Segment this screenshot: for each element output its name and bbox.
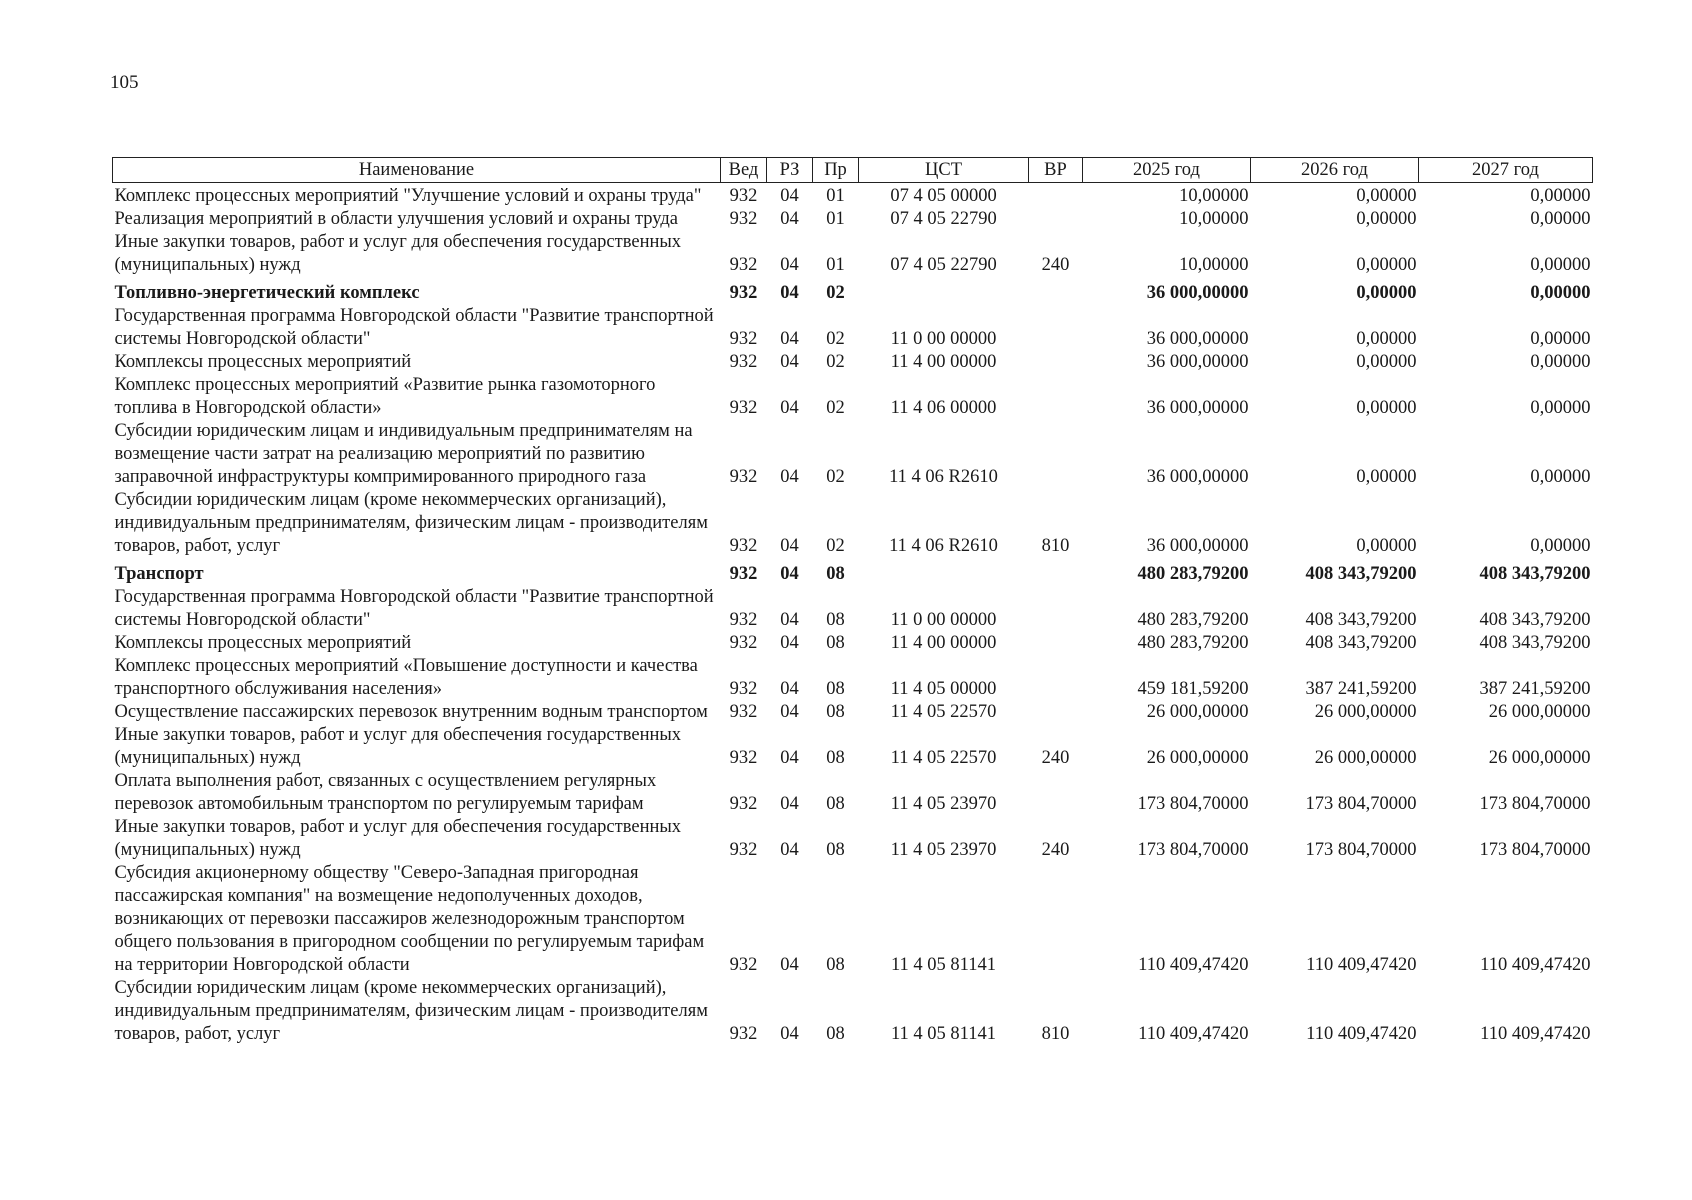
cell-2025: 36 000,00000 [1146,283,1249,303]
cell-vr [1029,862,1083,977]
cell-name: Комплекс процессных мероприятий «Развитие рынка газомоторного топлива в Новгородской области» [114,375,656,418]
cell-ved: 932 [729,955,758,975]
cell-name: Субсидия акционерному обществу "Северо-Западная пригородная пассажирская компания" на возмещение недополученных доходов, возникающих от перевозки пассажиров железнодорожным транспортом общего пользования в пригородном сообщении по регулируемым тарифам на территории Новгородской области [114,863,705,975]
cell-2025: 173 804,70000 [1137,840,1249,860]
cell-2025: 36 000,00000 [1146,329,1249,349]
header-2025: 2025 год [1083,158,1251,183]
header-cst: ЦСТ [859,158,1029,183]
cell-name: Оплата выполнения работ, связанных с осуществлением регулярных перевозок автомобильным транспортом по регулируемым тарифам [114,771,657,814]
cell-cst: 11 4 05 00000 [890,679,997,699]
cell-name: Реализация мероприятий в области улучшения условий и охраны труда [114,209,678,229]
cell-2027: 0,00000 [1530,283,1591,303]
table-row [113,420,1593,489]
cell-2025: 480 283,79200 [1137,564,1249,584]
cell-cst: 11 4 05 81141 [890,1024,996,1044]
cell-pr: 02 [826,467,845,487]
cell-vr [1029,655,1083,701]
cell-2026: 0,00000 [1356,186,1417,206]
cell-2027: 0,00000 [1530,398,1591,418]
cell-pr: 08 [826,679,845,699]
cell-vr: 810 [1041,536,1070,556]
cell-2025: 26 000,00000 [1146,748,1249,768]
cell-pr: 08 [826,748,845,768]
cell-cst: 07 4 05 00000 [890,186,997,206]
table-row [113,632,1593,655]
table-row [113,489,1593,558]
cell-2026: 0,00000 [1356,467,1417,487]
cell-pr: 01 [826,209,845,229]
cell-cst: 11 4 05 22570 [890,748,997,768]
header-ved: Вед [721,158,767,183]
table-row [113,208,1593,231]
cell-2027: 408 343,79200 [1479,633,1591,653]
cell-vr: 810 [1041,1024,1070,1044]
cell-pr: 08 [826,955,845,975]
cell-ved: 932 [729,840,758,860]
table-body [113,183,1593,1047]
cell-2025: 10,00000 [1179,209,1249,229]
cell-rz: 04 [780,467,799,487]
cell-2025: 480 283,79200 [1137,633,1249,653]
cell-2025: 10,00000 [1179,255,1249,275]
cell-cst: 11 4 06 R2610 [889,536,998,556]
cell-name: Субсидии юридическим лицам и индивидуальным предпринимателям на возмещение части затрат на реализацию мероприятий по развитию заправочной инфраструктуры компримированного природного газа [114,421,693,487]
header-2026: 2026 год [1251,158,1419,183]
cell-rz: 04 [780,610,799,630]
cell-name: Иные закупки товаров, работ и услуг для обеспечения государственных (муниципальных) нужд [114,232,682,275]
cell-vr: 240 [1041,748,1070,768]
cell-2025: 26 000,00000 [1146,702,1249,722]
cell-ved: 932 [729,467,758,487]
cell-2025: 110 409,47420 [1138,1024,1249,1044]
cell-rz: 04 [780,283,799,303]
cell-vr [1029,701,1083,724]
header-pr: Пр [813,158,859,183]
cell-name: Государственная программа Новгородской области "Развитие транспортной системы Новгородской области" [114,306,714,349]
cell-name: Иные закупки товаров, работ и услуг для обеспечения государственных (муниципальных) нужд [114,725,682,768]
cell-2026: 110 409,47420 [1306,1024,1417,1044]
cell-pr: 02 [826,283,845,303]
cell-pr: 02 [826,398,845,418]
cell-name: Государственная программа Новгородской области "Развитие транспортной системы Новгородской области" [114,587,714,630]
cell-ved: 932 [729,329,758,349]
header-2027: 2027 год [1419,158,1593,183]
cell-2026: 0,00000 [1356,283,1417,303]
cell-vr [1029,305,1083,351]
cell-2025: 36 000,00000 [1146,398,1249,418]
cell-rz: 04 [780,329,799,349]
table-row [113,655,1593,701]
cell-ved: 932 [729,633,758,653]
cell-pr: 01 [826,255,845,275]
cell-cst: 11 4 05 22570 [890,702,997,722]
cell-2026: 26 000,00000 [1314,748,1417,768]
cell-2027: 0,00000 [1530,352,1591,372]
cell-cst: 11 4 00 00000 [890,633,997,653]
cell-2025: 36 000,00000 [1146,352,1249,372]
cell-cst: 11 4 05 81141 [890,955,996,975]
cell-pr: 08 [826,840,845,860]
cell-ved: 932 [729,398,758,418]
table-row [113,977,1593,1046]
cell-vr [1029,558,1083,586]
cell-2026: 173 804,70000 [1305,840,1417,860]
cell-rz: 04 [780,255,799,275]
table-row [113,862,1593,977]
cell-2027: 26 000,00000 [1488,702,1591,722]
cell-2027: 0,00000 [1530,209,1591,229]
cell-rz: 04 [780,1024,799,1044]
cell-2027: 0,00000 [1530,255,1591,275]
cell-ved: 932 [729,536,758,556]
cell-2027: 110 409,47420 [1480,955,1591,975]
cell-cst: 11 0 00 00000 [890,610,997,630]
cell-cst: 11 4 00 00000 [890,352,997,372]
cell-vr [1029,208,1083,231]
cell-name: Субсидии юридическим лицам (кроме некоммерческих организаций), индивидуальным предпринимателям, физическим лицам - производителям товаров, работ, услуг [114,490,708,556]
cell-ved: 932 [729,702,758,722]
table-row [113,770,1593,816]
cell-name: Топливно-энергетический комплекс [114,283,420,303]
cell-2026: 0,00000 [1356,536,1417,556]
table-row [113,183,1593,209]
cell-ved: 932 [729,748,758,768]
cell-2026: 110 409,47420 [1306,955,1417,975]
cell-vr [1029,351,1083,374]
cell-cst: 11 4 05 23970 [890,794,997,814]
cell-2025: 36 000,00000 [1146,467,1249,487]
cell-ved: 932 [729,1024,758,1044]
cell-pr: 08 [826,1024,845,1044]
cell-2027: 26 000,00000 [1488,748,1591,768]
cell-2026: 387 241,59200 [1305,679,1417,699]
header-vr: ВР [1029,158,1083,183]
cell-rz: 04 [780,748,799,768]
cell-cst: 07 4 05 22790 [890,255,997,275]
cell-cst [859,558,1029,586]
table-row [113,374,1593,420]
cell-pr: 08 [826,633,845,653]
cell-ved: 932 [729,794,758,814]
cell-rz: 04 [780,209,799,229]
cell-pr: 02 [826,536,845,556]
table-row [113,558,1593,586]
header-name: Наименование [113,158,721,183]
cell-2027: 173 804,70000 [1479,840,1591,860]
cell-ved: 932 [729,610,758,630]
cell-name: Комплекс процессных мероприятий "Улучшение условий и охраны труда" [114,186,702,206]
cell-cst: 11 0 00 00000 [890,329,997,349]
table-row [113,816,1593,862]
cell-vr [1029,277,1083,305]
cell-name: Транспорт [114,564,204,584]
cell-rz: 04 [780,840,799,860]
cell-rz: 04 [780,398,799,418]
cell-rz: 04 [780,186,799,206]
cell-vr [1029,374,1083,420]
cell-vr [1029,420,1083,489]
table-row [113,305,1593,351]
cell-rz: 04 [780,352,799,372]
cell-2027: 0,00000 [1530,186,1591,206]
cell-name: Осуществление пассажирских перевозок внутренним водным транспортом [114,702,708,722]
cell-2027: 408 343,79200 [1479,610,1591,630]
cell-2025: 36 000,00000 [1146,536,1249,556]
cell-2026: 0,00000 [1356,352,1417,372]
cell-cst: 11 4 05 23970 [890,840,997,860]
header-rz: РЗ [767,158,813,183]
cell-vr [1029,770,1083,816]
table-header-row [113,158,1593,183]
cell-name: Иные закупки товаров, работ и услуг для обеспечения государственных (муниципальных) нужд [114,817,682,860]
cell-cst: 11 4 06 00000 [890,398,997,418]
table-row [113,351,1593,374]
cell-ved: 932 [729,209,758,229]
page-number: 105 [110,72,139,93]
cell-2026: 408 343,79200 [1305,610,1417,630]
cell-rz: 04 [780,794,799,814]
cell-pr: 02 [826,329,845,349]
cell-ved: 932 [729,255,758,275]
cell-ved: 932 [729,283,758,303]
cell-pr: 01 [826,186,845,206]
cell-rz: 04 [780,564,799,584]
cell-name: Комплекс процессных мероприятий «Повышение доступности и качества транспортного обслуживания населения» [114,656,698,699]
cell-2026: 408 343,79200 [1305,633,1417,653]
cell-ved: 932 [729,186,758,206]
cell-rz: 04 [780,633,799,653]
cell-2027: 0,00000 [1530,467,1591,487]
cell-2025: 110 409,47420 [1138,955,1249,975]
table-row [113,277,1593,305]
cell-name: Комплексы процессных мероприятий [114,633,412,653]
cell-rz: 04 [780,679,799,699]
cell-pr: 08 [826,794,845,814]
table-row [113,586,1593,632]
cell-rz: 04 [780,702,799,722]
cell-2027: 387 241,59200 [1479,679,1591,699]
cell-rz: 04 [780,536,799,556]
cell-pr: 08 [826,610,845,630]
cell-2026: 0,00000 [1356,398,1417,418]
cell-2027: 110 409,47420 [1480,1024,1591,1044]
cell-vr: 240 [1041,840,1070,860]
cell-cst: 11 4 06 R2610 [889,467,998,487]
cell-2025: 459 181,59200 [1137,679,1249,699]
cell-2026: 0,00000 [1356,329,1417,349]
cell-2026: 0,00000 [1356,255,1417,275]
cell-2025: 173 804,70000 [1137,794,1249,814]
cell-ved: 932 [729,352,758,372]
cell-name: Субсидии юридическим лицам (кроме некоммерческих организаций), индивидуальным предпринимателям, физическим лицам - производителям товаров, работ, услуг [114,978,708,1044]
cell-2027: 0,00000 [1530,329,1591,349]
cell-pr: 08 [826,702,845,722]
cell-2027: 0,00000 [1530,536,1591,556]
cell-ved: 932 [729,564,758,584]
cell-2026: 173 804,70000 [1305,794,1417,814]
budget-table [112,157,1593,1046]
cell-2026: 0,00000 [1356,209,1417,229]
cell-vr [1029,632,1083,655]
cell-cst [859,277,1029,305]
cell-ved: 932 [729,679,758,699]
table-row [113,701,1593,724]
table-row [113,231,1593,277]
cell-rz: 04 [780,955,799,975]
cell-pr: 02 [826,352,845,372]
cell-cst: 07 4 05 22790 [890,209,997,229]
cell-2026: 26 000,00000 [1314,702,1417,722]
cell-vr [1029,183,1083,209]
cell-vr: 240 [1041,255,1070,275]
table-row [113,724,1593,770]
cell-2027: 408 343,79200 [1479,564,1591,584]
cell-vr [1029,586,1083,632]
cell-2026: 408 343,79200 [1305,564,1417,584]
cell-2027: 173 804,70000 [1479,794,1591,814]
cell-pr: 08 [826,564,845,584]
cell-2025: 10,00000 [1179,186,1249,206]
cell-2025: 480 283,79200 [1137,610,1249,630]
cell-name: Комплексы процессных мероприятий [114,352,412,372]
